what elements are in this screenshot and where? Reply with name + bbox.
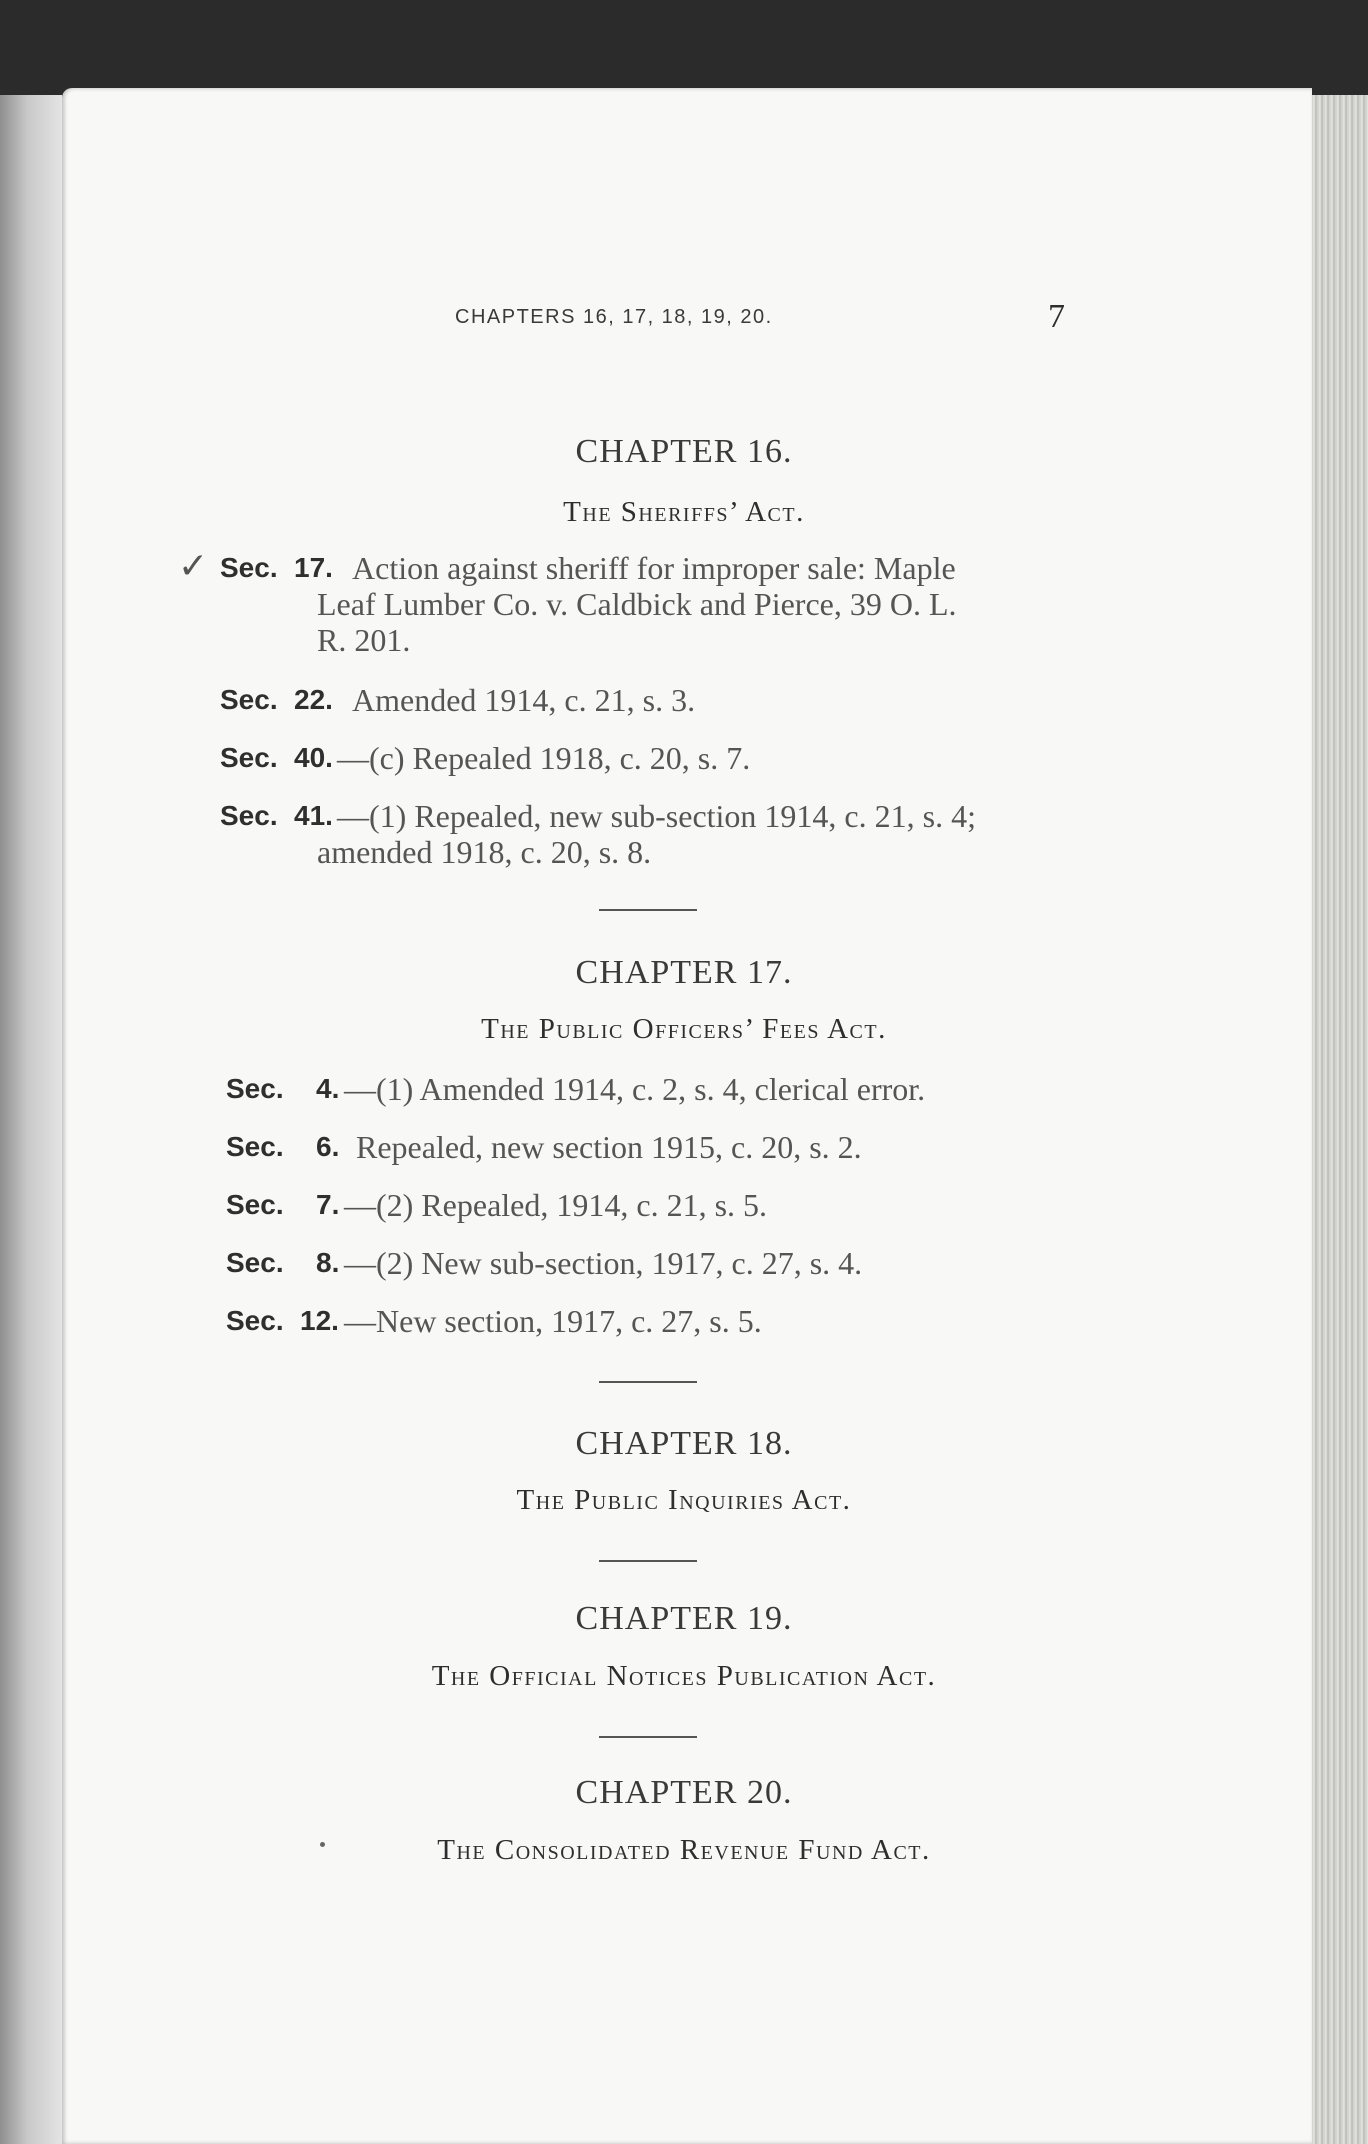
section-entry [220,682,1100,722]
section-entry [226,1129,1106,1169]
ink-speck [320,1842,325,1847]
chapter-20-title: CHAPTER 20. [575,1774,793,1811]
sec-text: —(1) Repealed, new sub-section 1914, c. 21, s. 4; [337,798,976,834]
section-divider [599,1736,697,1738]
chapter-18-act: The Public Inquiries Act. [516,1484,852,1516]
sec-number: 4. [316,1073,340,1104]
sec-text: —(c) Repealed 1918, c. 20, s. 7. [337,740,751,776]
chapter-16-title: CHAPTER 16. [575,433,793,470]
sec-label: Sec. [220,800,278,831]
section-divider [599,1381,697,1383]
sec-text: Action against sheriff for improper sale: Maple [352,550,956,586]
sec-number: 40. [294,742,333,773]
sec-number: 22. [294,684,333,715]
sec-text: Repealed, new section 1915, c. 20, s. 2. [356,1129,862,1165]
chapter-17-act: The Public Officers’ Fees Act. [481,1013,887,1045]
sec-text: —(1) Amended 1914, c. 2, s. 4, clerical error. [344,1071,926,1107]
sec-text: —(2) Repealed, 1914, c. 21, s. 5. [344,1187,768,1223]
section-entry [226,1245,1106,1285]
sec-label: Sec. [226,1305,284,1336]
section-entry [220,740,1100,780]
chapter-19-title: CHAPTER 19. [575,1600,793,1637]
chapter-16-act: The Sheriffs’ Act. [563,496,805,528]
section-entry [220,550,1100,660]
chapter-17-title: CHAPTER 17. [575,954,793,991]
section-entry [226,1303,1106,1343]
page-number: 7 [1048,298,1065,335]
section-entry [226,1187,1106,1227]
sec-label: Sec. [226,1131,284,1162]
section-divider [599,1560,697,1562]
sec-label: Sec. [220,552,278,583]
sec-label: Sec. [226,1073,284,1104]
sec-label: Sec. [220,684,278,715]
sec-number: 17. [294,552,333,583]
sec-number: 41. [294,800,333,831]
sec-number: 7. [316,1189,340,1220]
sec-number: 12. [300,1305,339,1336]
chapter-19-act: The Official Notices Publication Act. [431,1660,937,1692]
sec-text: R. 201. [317,622,411,658]
sec-number: 8. [316,1247,340,1278]
section-entry [226,1071,1106,1111]
chapter-18-title: CHAPTER 18. [575,1425,793,1462]
sec-label: Sec. [220,742,278,773]
check-mark-icon: ✓ [178,546,209,587]
section-entry [220,798,1100,874]
section-divider [599,909,697,911]
sec-text: Leaf Lumber Co. v. Caldbick and Pierce, 39 O. L. [317,586,957,622]
sec-number: 6. [316,1131,340,1162]
sec-label: Sec. [226,1189,284,1220]
page-header [455,298,1065,338]
sec-label: Sec. [226,1247,284,1278]
sec-text: —New section, 1917, c. 27, s. 5. [344,1303,762,1339]
sec-text: —(2) New sub-section, 1917, c. 27, s. 4. [344,1245,863,1281]
running-head: CHAPTERS 16, 17, 18, 19, 20. [455,306,773,328]
chapter-20-act: The Consolidated Revenue Fund Act. [437,1834,931,1866]
sec-text: Amended 1914, c. 21, s. 3. [352,682,696,718]
sec-text: amended 1918, c. 20, s. 8. [317,834,652,870]
